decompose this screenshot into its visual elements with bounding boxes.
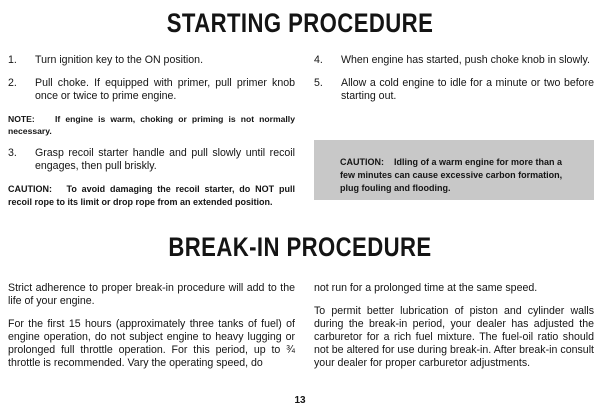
breakin-paragraph: Strict adherence to proper break-in procedure will add to the life of your engine.: [8, 282, 295, 307]
caution-not: NOT: [255, 184, 275, 194]
note-text: If engine is warm, choking or priming is not normally necessary.: [8, 114, 295, 136]
note: [8, 113, 295, 137]
caution-box-text: Idling of a warm engine for more than a few minutes can cause excessive carbon formation, plug fouling and flooding.: [340, 157, 563, 193]
caution-box-label: CAUTION:: [340, 157, 384, 167]
step-text: Pull choke. If equipped with primer, pull primer knob once or twice to prime engine.: [35, 77, 295, 102]
breakin-paragraph: not run for a prolonged time at the same speed.: [314, 282, 538, 294]
step-text: Grasp recoil starter handle and pull slowly until recoil engages, then pull briskly.: [35, 147, 295, 172]
step-1: [8, 54, 295, 67]
breakin-right-column: [314, 282, 594, 380]
break-in-procedure-title: BREAK-IN PROCEDURE: [168, 232, 432, 262]
step-number: 3.: [8, 147, 17, 159]
step-text: When engine has started, push choke knob in slowly.: [341, 54, 590, 66]
page-number: 13: [294, 395, 306, 406]
breakin-paragraph: To permit better lubrication of piston and cylinder walls during the break-in period, your dealer has adjusted the carburetor for a rich fuel mixture. The fuel-oil ratio should not be altered for use during break-in. After break-in consult your dealer for proper carburetor adjustments.: [314, 305, 594, 369]
caution-text-a: To avoid damaging the recoil starter, do: [66, 184, 251, 194]
step-4: [314, 54, 594, 67]
starting-right-column: [314, 54, 594, 113]
step-3: [8, 147, 295, 173]
idling-caution-box: [314, 140, 594, 200]
caution-label: CAUTION:: [8, 184, 52, 194]
step-number: 4.: [314, 54, 323, 66]
step-number: 5.: [314, 77, 323, 89]
starting-left-column: [8, 54, 295, 209]
step-2: [8, 77, 295, 103]
step-number: 2.: [8, 77, 17, 89]
caution-text-b: pull recoil rope to its limit or drop rope from an extended position.: [8, 184, 295, 207]
starting-procedure-title: STARTING PROCEDURE: [166, 8, 434, 38]
step-number: 1.: [8, 54, 17, 66]
note-label: NOTE:: [8, 114, 35, 124]
step-text: Allow a cold engine to idle for a minute or two before starting out.: [341, 77, 594, 102]
breakin-left-column: [8, 282, 295, 380]
step-5: [314, 77, 594, 103]
breakin-paragraph: For the first 15 hours (approximately three tanks of fuel) of engine operation, do not subject engine to heavy lugging or prolonged full throttle operation. For this period, up to ¾ throttle is recommended. Vary the operating speed, do: [8, 318, 295, 369]
recoil-caution: [8, 183, 295, 209]
step-text: Turn ignition key to the ON position.: [35, 54, 204, 66]
